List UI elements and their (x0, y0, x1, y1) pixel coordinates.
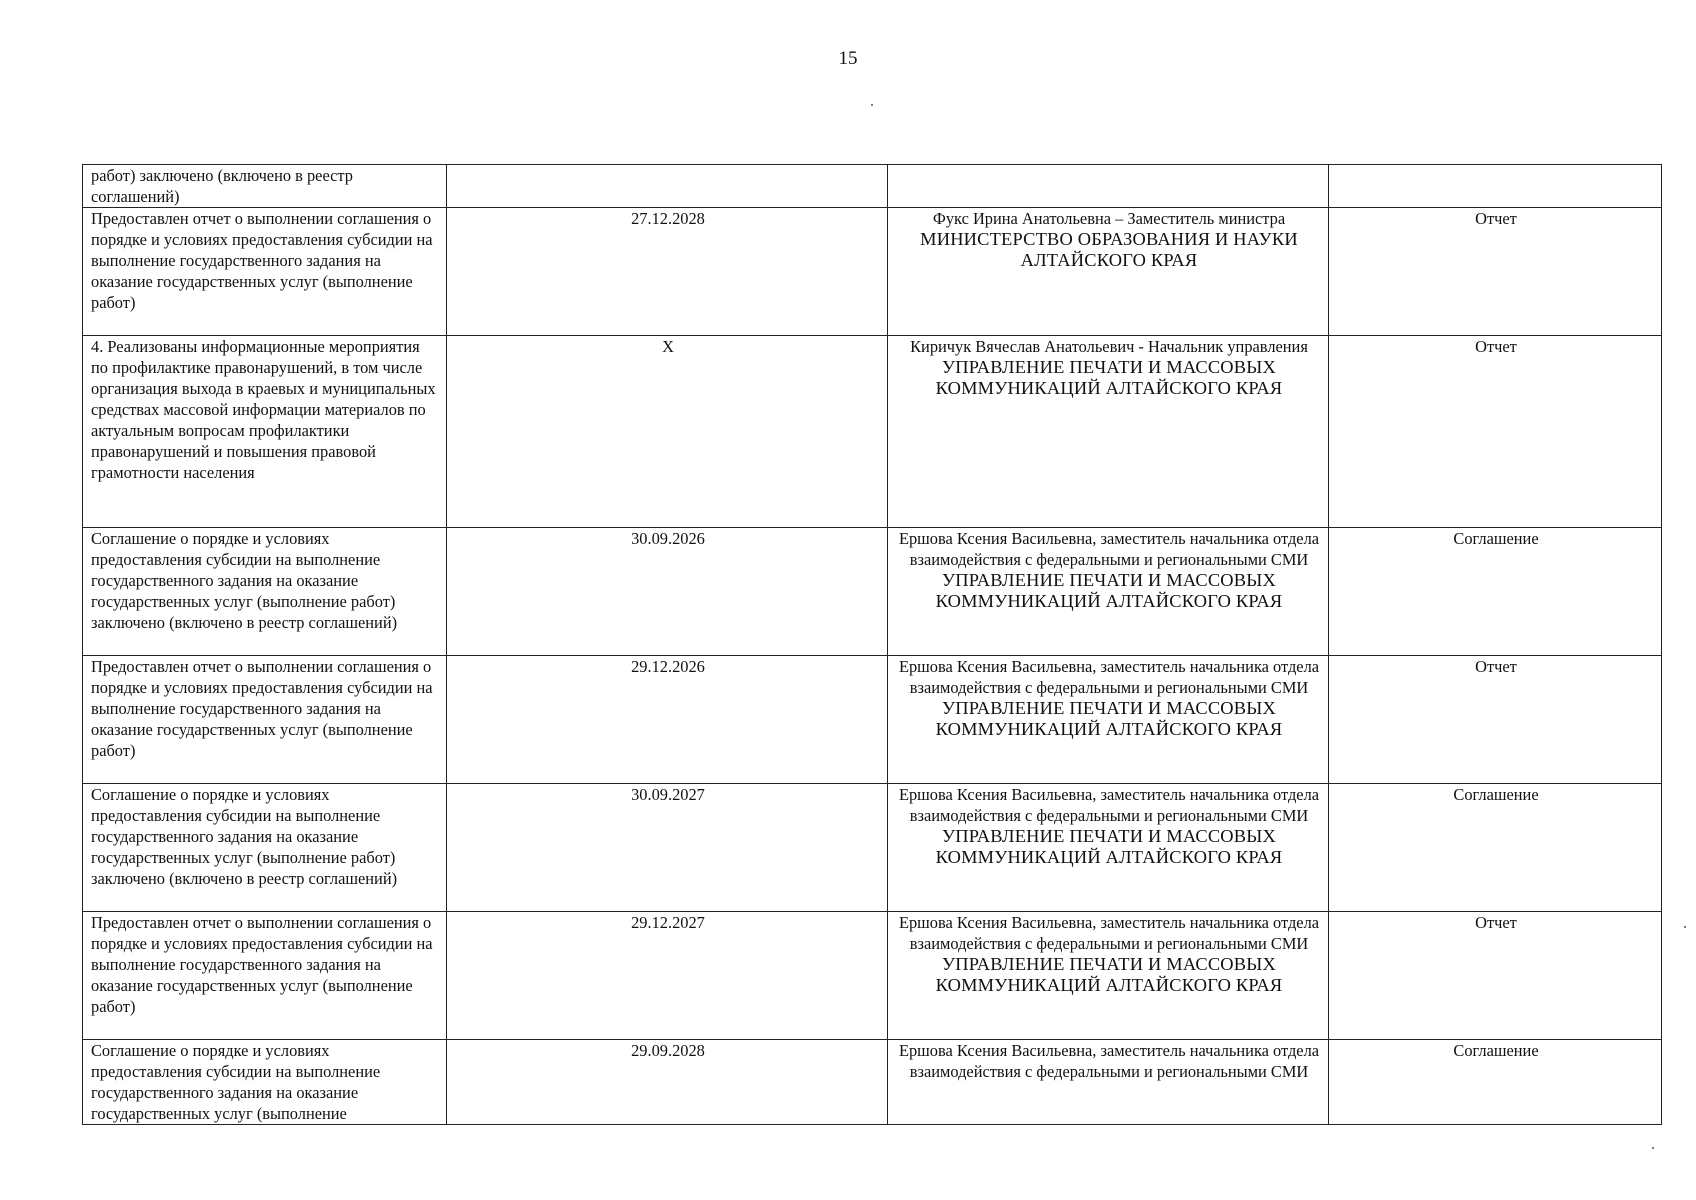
table-row (83, 336, 1662, 528)
responsible-person: Ершова Ксения Васильевна, заместитель начальника отдела взаимодействия с федеральными и региональными СМИ (898, 913, 1320, 953)
result-document: Отчет (1329, 912, 1662, 1040)
page-number: 15 (838, 48, 858, 69)
responsible-cell (888, 208, 1329, 336)
responsible-cell (888, 1040, 1329, 1125)
table-row (83, 912, 1662, 1040)
responsible-cell (888, 336, 1329, 528)
responsible-organization: МИНИСТЕРСТВО ОБРАЗОВАНИЯ И НАУКИ АЛТАЙСКОГО КРАЯ (920, 229, 1298, 270)
deadline-date (447, 165, 888, 208)
responsible-person: Фукс Ирина Анатольевна – Заместитель министра (932, 209, 1286, 228)
responsible-person: Ершова Ксения Васильевна, заместитель начальника отдела взаимодействия с федеральными и региональными СМИ (898, 529, 1320, 569)
deadline-date: 30.09.2026 (447, 528, 888, 656)
responsible-organization: УПРАВЛЕНИЕ ПЕЧАТИ И МАССОВЫХ КОММУНИКАЦИЙ АЛТАЙСКОГО КРАЯ (935, 826, 1283, 867)
table-row (83, 784, 1662, 912)
deadline-date: 29.12.2026 (447, 656, 888, 784)
responsible-organization: УПРАВЛЕНИЕ ПЕЧАТИ И МАССОВЫХ КОММУНИКАЦИЙ АЛТАЙСКОГО КРАЯ (935, 570, 1283, 611)
scan-speck (1652, 1147, 1654, 1149)
measure-description: Предоставлен отчет о выполнении соглашения о порядке и условиях предоставления субсидии на выполнение государственного задания на оказание государственных услуг (выполнение работ) (83, 912, 447, 1040)
table-row (83, 208, 1662, 336)
responsible-person: Ершова Ксения Васильевна, заместитель начальника отдела взаимодействия с федеральными и региональными СМИ (898, 1041, 1320, 1081)
result-document: Соглашение (1329, 1040, 1662, 1125)
result-document: Отчет (1329, 656, 1662, 784)
table-row (83, 165, 1662, 208)
measure-description: 4. Реализованы информационные мероприятия по профилактике правонарушений, в том числе организация выхода в краевых и муниципальных средствах массовой информации материалов по актуальным вопросам профилактики правонарушений и повышения правовой грамотности населения (83, 336, 447, 528)
table-row (83, 656, 1662, 784)
result-document: Соглашение (1329, 784, 1662, 912)
table-row (83, 1040, 1662, 1125)
responsible-organization: УПРАВЛЕНИЕ ПЕЧАТИ И МАССОВЫХ КОММУНИКАЦИЙ АЛТАЙСКОГО КРАЯ (935, 954, 1283, 995)
result-document: Отчет (1329, 336, 1662, 528)
responsible-person: Ершова Ксения Васильевна, заместитель начальника отдела взаимодействия с федеральными и региональными СМИ (898, 657, 1320, 697)
scan-speck (871, 104, 873, 106)
measures-table (82, 164, 1662, 1125)
responsible-cell (888, 165, 1329, 208)
deadline-date: 27.12.2028 (447, 208, 888, 336)
responsible-cell (888, 784, 1329, 912)
result-document: Отчет (1329, 208, 1662, 336)
deadline-date: 30.09.2027 (447, 784, 888, 912)
responsible-cell (888, 656, 1329, 784)
measure-description: Соглашение о порядке и условиях предоставления субсидии на выполнение государственного задания на оказание государственных услуг (выполнение работ) заключено (включено в реестр соглашений) (83, 784, 447, 912)
deadline-date: 29.09.2028 (447, 1040, 888, 1125)
responsible-cell (888, 528, 1329, 656)
measure-description: работ) заключено (включено в реестр соглашений) (83, 165, 447, 208)
scan-speck (1684, 926, 1686, 928)
result-document (1329, 165, 1662, 208)
responsible-person: Киричук Вячеслав Анатольевич - Начальник управления (910, 337, 1308, 356)
deadline-date: 29.12.2027 (447, 912, 888, 1040)
responsible-organization: УПРАВЛЕНИЕ ПЕЧАТИ И МАССОВЫХ КОММУНИКАЦИЙ АЛТАЙСКОГО КРАЯ (935, 357, 1283, 398)
table-row (83, 528, 1662, 656)
responsible-organization: УПРАВЛЕНИЕ ПЕЧАТИ И МАССОВЫХ КОММУНИКАЦИЙ АЛТАЙСКОГО КРАЯ (935, 698, 1283, 739)
deadline-date: X (447, 336, 888, 528)
responsible-cell (888, 912, 1329, 1040)
measure-description: Предоставлен отчет о выполнении соглашения о порядке и условиях предоставления субсидии на выполнение государственного задания на оказание государственных услуг (выполнение работ) (83, 656, 447, 784)
measure-description: Предоставлен отчет о выполнении соглашения о порядке и условиях предоставления субсидии на выполнение государственного задания на оказание государственных услуг (выполнение работ) (83, 208, 447, 336)
measure-description: Соглашение о порядке и условиях предоставления субсидии на выполнение государственного задания на оказание государственных услуг (выполнение работ) заключено (включено в реестр соглашений) (83, 528, 447, 656)
measure-description: Соглашение о порядке и условиях предоставления субсидии на выполнение государственного задания на оказание государственных услуг (выполнение (83, 1040, 447, 1125)
result-document: Соглашение (1329, 528, 1662, 656)
responsible-person: Ершова Ксения Васильевна, заместитель начальника отдела взаимодействия с федеральными и региональными СМИ (898, 785, 1320, 825)
